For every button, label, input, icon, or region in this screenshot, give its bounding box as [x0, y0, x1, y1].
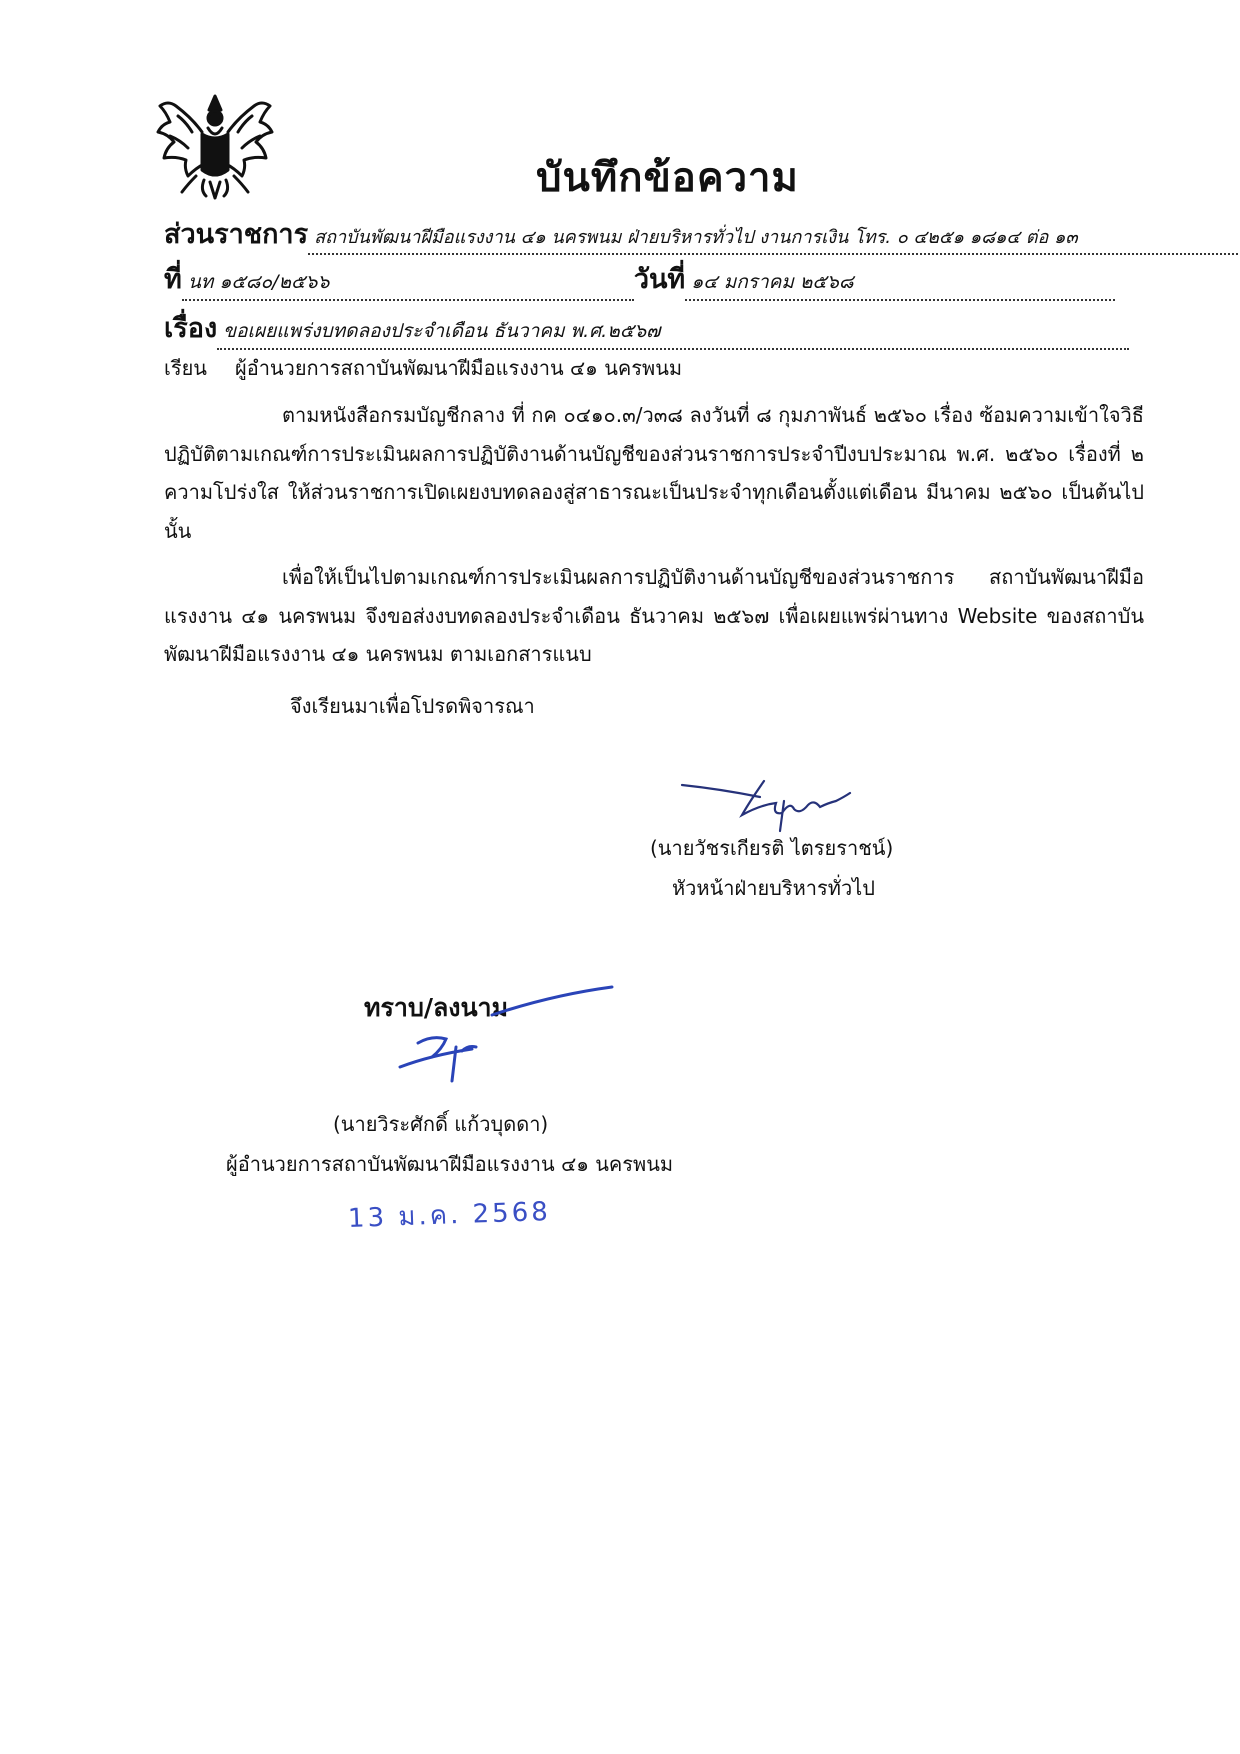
memo-title: บันทึกข้อความ: [536, 155, 799, 201]
body-paragraph-1: [164, 396, 1144, 550]
paragraph-1-text: ตามหนังสือกรมบัญชีกลาง ที่ กค ๐๔๑๐.๓/ว๓๘ ลงวันที่ ๘ กุมภาพันธ์ ๒๕๖๐ เรื่อง ซ้อมความเข้าใจวิธีปฏิบัติตามเกณฑ์การประเมินผลการปฏิบัติงานด้านบัญชีของส่วนราชการประจำปีงบประมาณ พ.ศ. ๒๕๖๐ เรื่องที่ ๒ ความโปร่งใส ให้ส่วนราชการเปิดเผยงบทดลองสู่สาธารณะเป็นประจำทุกเดือนตั้งแต่เดือน มีนาคม ๒๕๖๐ เป็นต้นไป นั้น: [164, 403, 1144, 543]
to-row: [164, 352, 682, 384]
signer-1-position: หัวหน้าฝ่ายบริหารทั่วไป: [672, 876, 875, 900]
closing-line: จึงเรียนมาเพื่อโปรดพิจารณา: [290, 694, 535, 718]
date-stamp: 13 ม.ค. 2568: [347, 1196, 552, 1234]
date-label: วันที่: [633, 264, 686, 295]
agency-label: ส่วนราชการ: [164, 219, 309, 250]
to-value: ผู้อำนวยการสถาบันพัฒนาฝีมือแรงงาน ๔๑ นครพนม: [234, 356, 683, 380]
ref-date-row: [164, 257, 1115, 301]
approver-name: (นายวิระศักดิ์ แก้วบุดดา): [333, 1112, 549, 1136]
paragraph-2-text: เพื่อให้เป็นไปตามเกณฑ์การประเมินผลการปฏิบัติงานด้านบัญชีของส่วนราชการ สถาบันพัฒนาฝีมือแรงงาน ๔๑ นครพนม จึงขอส่งงบทดลองประจำเดือน ธันวาคม ๒๕๖๗ เพื่อเผยแพร่ผ่านทาง Website ของสถาบันพัฒนาฝีมือแรงงาน ๔๑ นครพนม ตามเอกสารแนบ: [164, 565, 1144, 666]
subject-row: [164, 306, 1129, 350]
signature-1-icon: [680, 775, 880, 835]
signature-2-icon: [392, 985, 622, 1095]
approver-position: ผู้อำนวยการสถาบันพัฒนาฝีมือแรงงาน ๔๑ นครพนม: [226, 1152, 674, 1176]
body-paragraph-2: [164, 558, 1144, 674]
agency-row: [164, 212, 1240, 255]
subject-value: ขอเผยแพร่งบทดลองประจำเดือน ธันวาคม พ.ศ.๒๕๖๗: [217, 316, 1129, 350]
ref-value: นท ๑๕๘๐/๒๕๖๖: [182, 267, 634, 301]
subject-label: เรื่อง: [164, 313, 218, 344]
agency-value: สถาบันพัฒนาฝีมือแรงงาน ๔๑ นครพนม ฝ่ายบริหารทั่วไป งานการเงิน โทร. ๐ ๔๒๕๑ ๑๘๑๔ ต่อ ๑๓: [308, 222, 1240, 255]
ref-label: ที่: [164, 264, 182, 295]
approval-label: ทราบ/ลงนาม: [364, 993, 509, 1022]
to-label: เรียน: [164, 356, 207, 380]
signer-1-name: (นายวัชรเกียรติ ไตรยราชน์): [650, 836, 894, 860]
date-value: ๑๔ มกราคม ๒๕๖๘: [685, 267, 1115, 301]
